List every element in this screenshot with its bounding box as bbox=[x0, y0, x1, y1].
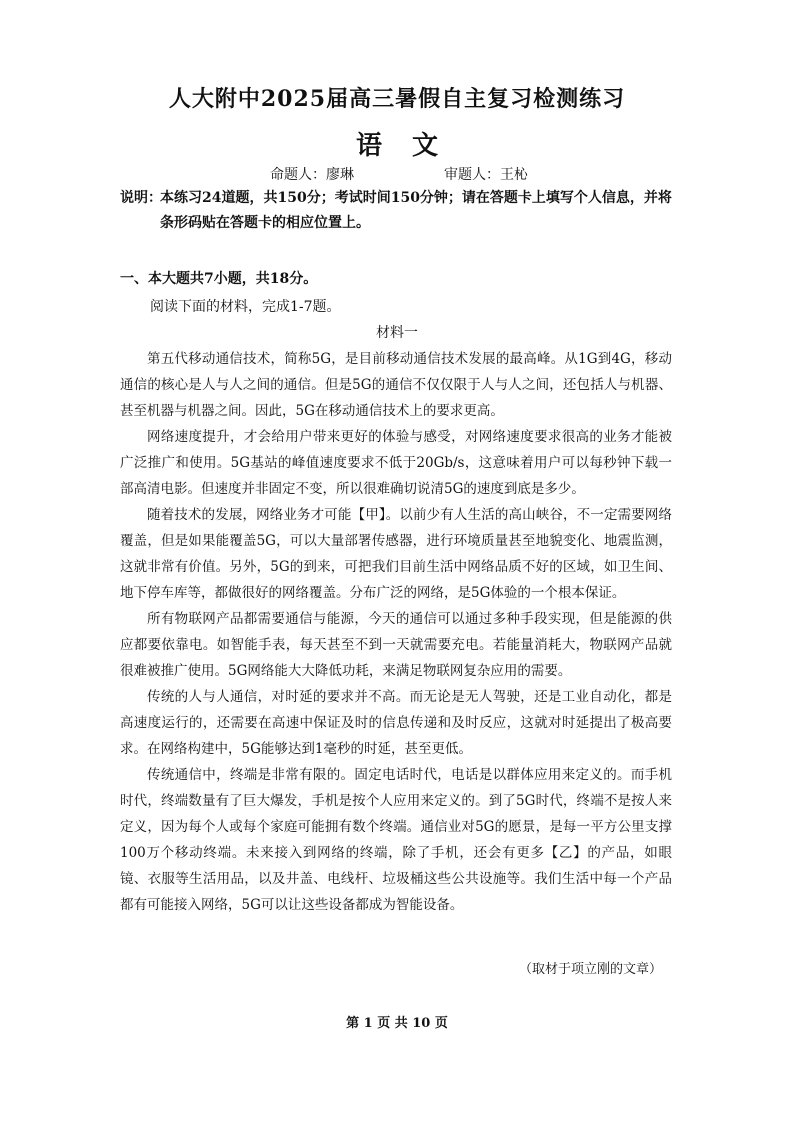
section-heading: 一、本大题共7小题，共18分。 bbox=[120, 271, 318, 287]
setter-name: 命题人：廖琳 bbox=[270, 167, 354, 183]
article-paragraph: 随着技术的发展，网络业务才可能【甲】。以前少有人生活的高山峡谷，不一定需要网络覆盖，但是如果能覆盖5G，可以大量部署传感器，进行环境质量甚至地貌变化、地震监测，这就非常有价值。另外，5G的到来，可把我们目前生活中网络品质不好的区域，如卫生间、地下停车库等，都做很好的网络覆盖。分布广泛的网络，是5G体验的一个根本保证。 bbox=[120, 507, 672, 601]
reviewer-name: 审题人：王杺 bbox=[444, 167, 528, 183]
exam-instructions bbox=[120, 186, 680, 236]
instructions-text: 本练习24道题，共150分；考试时间150分钟；请在答题卡上填写个人信息，并将条形码贴在答题卡的相应位置上。 bbox=[160, 190, 672, 231]
instructions-label: 说明： bbox=[120, 190, 162, 206]
subject-title: 语文 bbox=[355, 131, 468, 161]
article-paragraph: 所有物联网产品都需要通信与能源，今天的通信可以通过多种手段实现，但是能源的供应都要依靠电。如智能手表，每天甚至不到一天就需要充电。若能量消耗大，物联网产品就很难被推广使用。5G网络能大大降低功耗，来满足物联网复杂应用的需要。 bbox=[120, 611, 672, 679]
article-paragraph: 第五代移动通信技术，简称5G，是目前移动通信技术发展的最高峰。从1G到4G，移动通信的核心是人与人之间的通信。但是5G的通信不仅仅限于人与人之间，还包括人与机器、甚至机器与机器之间。因此，5G在移动通信技术上的要求更高。 bbox=[120, 351, 672, 419]
material-article bbox=[120, 346, 672, 918]
article-paragraph: 传统的人与人通信，对时延的要求并不高。而无论是无人驾驶，还是工业自动化，都是高速度运行的，还需要在高速中保证及时的信息传递和及时反应，这就对时延提出了极高要求。在网络构建中，5G能够达到1毫秒的时延，甚至更低。 bbox=[120, 689, 672, 757]
material-title: 材料一 bbox=[376, 325, 418, 341]
article-paragraph: 网络速度提升，才会给用户带来更好的体验与感受，对网络速度要求很高的业务才能被广泛推广和使用。5G基站的峰值速度要求不低于20Gb/s，这意味着用户可以每秒钟下载一部高清电影。但速度并非固定不变，所以很难确切说清5G的速度到底是多少。 bbox=[120, 429, 672, 497]
article-paragraph: 传统通信中，终端是非常有限的。固定电话时代，电话是以群体应用来定义的。而手机时代，终端数量有了巨大爆发，手机是按个人应用来定义的。到了5G时代，终端不是按人来定义，因为每个人或每个家庭可能拥有数个终端。通信业对5G的愿景，是每一平方公里支撑100万个移动终端。未来接入到网络的终端，除了手机，还会有更多【乙】的产品，如眼镜、衣服等生活用品，以及井盖、电线杆、垃圾桶这些公共设施等。我们生活中每一个产品都有可能接入网络，5G可以让这些设备都成为智能设备。 bbox=[120, 767, 672, 913]
exam-title: 人大附中2025届高三暑假自主复习检测练习 bbox=[168, 86, 626, 112]
article-source: （取材于项立刚的文章） bbox=[518, 962, 662, 977]
section-instruction: 阅读下面的材料，完成1-7题。 bbox=[150, 299, 341, 315]
authors-line bbox=[270, 164, 528, 184]
page-number: 第 1 页 共 10 页 bbox=[346, 1016, 448, 1031]
